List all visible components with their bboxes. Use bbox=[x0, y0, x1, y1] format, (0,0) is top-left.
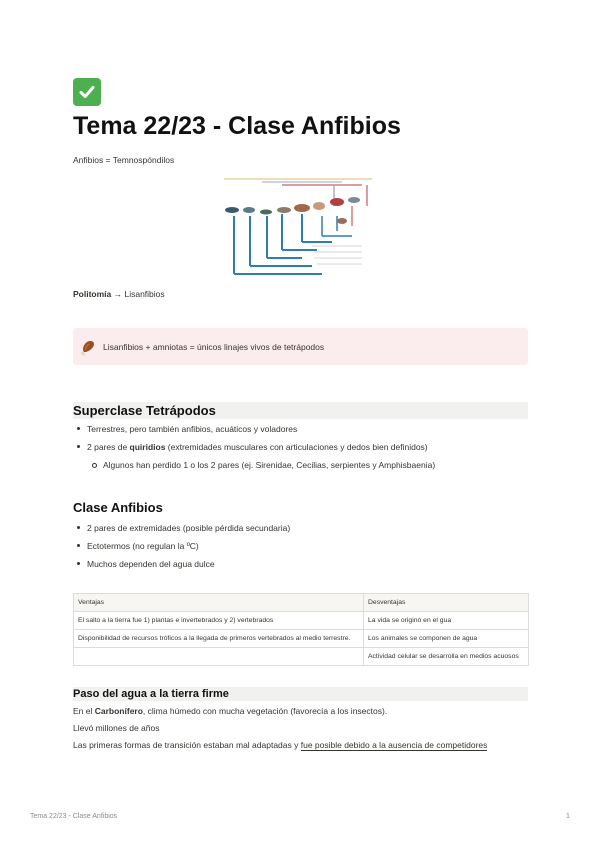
phylogeny-diagram-image bbox=[222, 176, 374, 276]
anfibios-list bbox=[73, 522, 290, 576]
callout bbox=[73, 328, 528, 365]
carbonifero-term: Carbonífero bbox=[94, 706, 143, 716]
meat-on-bone-icon bbox=[79, 338, 97, 356]
sub-list-item: Algunos han perdido 1 o los 2 pares (ej. Sirenidae, Cecilias, serpientes y Amphisbaenia) bbox=[73, 459, 435, 477]
table-row bbox=[74, 630, 529, 648]
list-item: 2 pares de extremidades (posible pérdida secundaria) bbox=[73, 522, 290, 540]
page-number: 1 bbox=[566, 813, 570, 820]
quiridios-term: quiridios bbox=[129, 442, 166, 452]
table-cell: Los animales se componen de agua bbox=[364, 630, 529, 648]
table-header-row bbox=[74, 594, 529, 612]
paragraph-millones: Llevó millones de años bbox=[73, 723, 160, 733]
list-item: Terrestres, pero también anfibios, acuáticos y voladores bbox=[73, 423, 435, 441]
callout-text: Lisanfibios + amniotas = únicos linajes vivos de tetrápodos bbox=[103, 341, 325, 352]
table-cell: Actividad celular se desarrolla en medios acuosos bbox=[364, 648, 529, 666]
tetrapodos-list bbox=[73, 423, 435, 477]
check-mark-icon bbox=[73, 78, 101, 106]
politomia-term: Politomía bbox=[73, 289, 112, 299]
table-cell: El salto a la tierra fue 1) plantas e invertebrados y 2) vertebrados bbox=[74, 612, 364, 630]
paragraph-carbonifero bbox=[73, 706, 387, 716]
table-header-cell: Ventajas bbox=[74, 594, 364, 612]
politomia-line bbox=[73, 289, 165, 299]
table-cell: Disponibilidad de recursos tróficos a la llegada de primeros vertebrados al medio terrestre. bbox=[74, 630, 364, 648]
paragraph-text: Las primeras formas de transición estaban mal adaptadas y bbox=[73, 740, 301, 750]
footer-title: Tema 22/23 - Clase Anfibios bbox=[30, 813, 118, 820]
politomia-rest: → Lisanfibios bbox=[111, 289, 165, 299]
paragraph-transicion bbox=[73, 740, 487, 750]
paragraph-text: , clima húmedo con mucha vegetación (favorecía a los insectos). bbox=[142, 706, 388, 716]
list-item: Muchos dependen del agua dulce bbox=[73, 558, 290, 576]
paragraph-text: En el bbox=[73, 706, 95, 716]
table-row bbox=[74, 648, 529, 666]
table-cell: La vida se originó en el gua bbox=[364, 612, 529, 630]
ventajas-desventajas-table bbox=[73, 593, 529, 666]
list-item-text: (extremidades musculares con articulaciones y dedos bien definidos) bbox=[165, 442, 428, 452]
section-heading-tetrapodos: Superclase Tetrápodos bbox=[73, 402, 528, 419]
table-row bbox=[74, 612, 529, 630]
section-heading-anfibios: Clase Anfibios bbox=[73, 500, 163, 515]
subtitle: Anfibios = Temnospóndilos bbox=[73, 155, 175, 165]
table-header-cell: Desventajas bbox=[364, 594, 529, 612]
list-item bbox=[73, 441, 435, 459]
list-item-text: 2 pares de bbox=[87, 442, 130, 452]
list-item: Ectotermos (no regulan la ºC) bbox=[73, 540, 290, 558]
underlined-text: fue posible debido a la ausencia de competidores bbox=[300, 740, 488, 750]
table-cell bbox=[74, 648, 364, 666]
page-title: Tema 22/23 - Clase Anfibios bbox=[73, 112, 401, 140]
section-heading-agua-tierra: Paso del agua a la tierra firme bbox=[73, 687, 528, 701]
